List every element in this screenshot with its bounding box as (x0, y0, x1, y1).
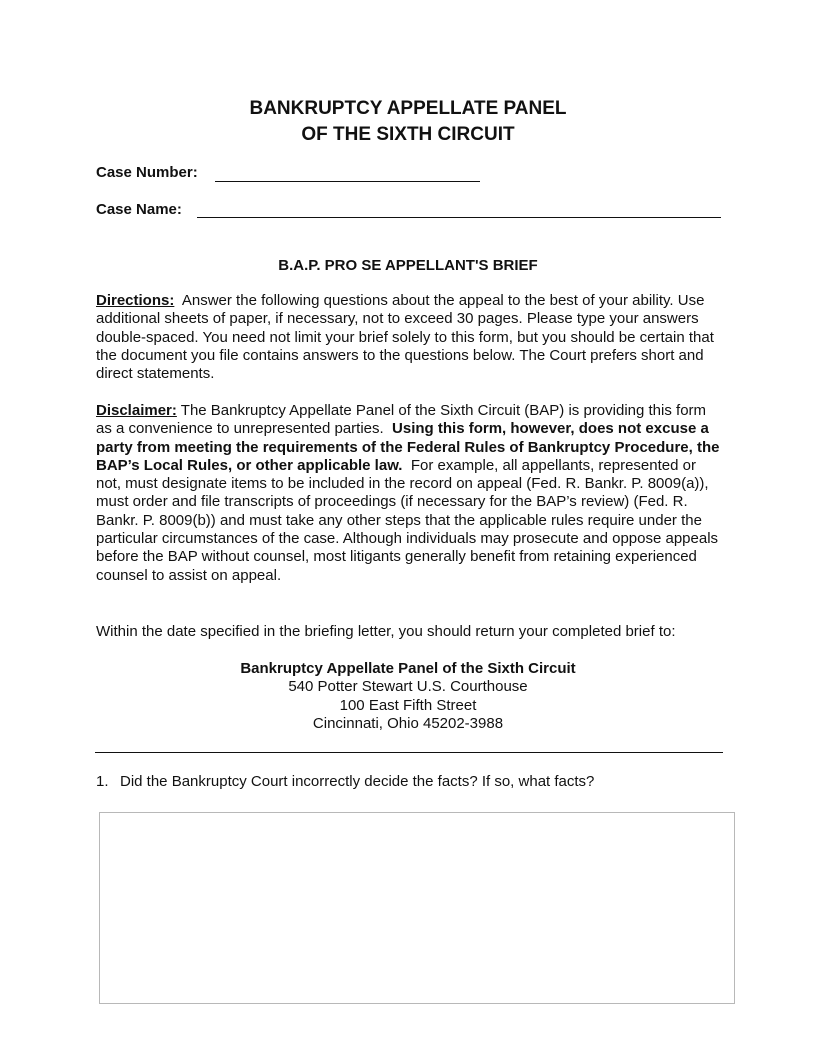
address-line-2: 100 East Fifth Street (339, 696, 477, 714)
panel-title-line-1: BANKRUPTCY APPELLATE PANEL (249, 98, 567, 119)
disclaimer-label: Disclaimer: (96, 402, 177, 419)
disclaimer-text-2: For example, all appellants, represented or not, must designate items to be included in the record on appeal (Fed. R. Bankr. P. 8009(a)), must order and file transcripts of proceedings (if necessary for the BAP’s review) (Fed. R. Bankr. P. 8009(b)) and must take any other steps that the applicable rules require under the particular circumstances of the case. Although individuals may prosecute and oppose appeals before the BAP without counsel, most litigants generally benefit from retaining experienced counsel to assist on appeal. (96, 456, 719, 584)
case-number-label: Case Number: (96, 164, 198, 181)
question-1-number: 1. (96, 773, 109, 790)
case-number-field[interactable] (215, 181, 480, 182)
directions-label: Directions: (96, 292, 175, 309)
form-title: B.A.P. PRO SE APPELLANT'S BRIEF (278, 257, 538, 274)
question-1-text: Did the Bankruptcy Court incorrectly decide the facts? If so, what facts? (120, 773, 595, 790)
address-line-1: 540 Potter Stewart U.S. Courthouse (288, 678, 528, 696)
directions-text: Answer the following questions about the appeal to the best of your ability. Use additional sheets of paper, if necessary, not to exceed 30 pages. Please type your answers double-spaced. You need not limit your brief solely to this form, but you should be certain that the document you file contains answers to the questions below. The Court prefers short and direct statements. (96, 292, 714, 383)
section-divider (95, 752, 723, 753)
disclaimer-paragraph (96, 402, 722, 585)
court-name: Bankruptcy Appellate Panel of the Sixth Circuit (240, 660, 576, 677)
court-address (0, 660, 816, 733)
question-1-answer-box[interactable] (99, 812, 735, 1004)
disclaimer-text-1: The Bankruptcy Appellate Panel of the Sixth Circuit (BAP) is providing this form as a convenience to unrepresented parties. (96, 402, 707, 438)
case-name-label: Case Name: (96, 201, 182, 218)
return-instruction: Within the date specified in the briefing letter, you should return your completed brief to: (96, 623, 676, 640)
panel-title-line-2: OF THE SIXTH CIRCUIT (301, 124, 515, 145)
disclaimer-bold-text: Using this form, however, does not excuse a party from meeting the requirements of the Federal Rules of Bankruptcy Procedure, the BAP’s Local Rules, or other applicable law. (96, 420, 720, 474)
address-line-3: Cincinnati, Ohio 45202-3988 (312, 714, 504, 732)
question-1 (96, 773, 594, 791)
case-name-field[interactable] (197, 217, 721, 218)
directions-paragraph (96, 292, 722, 383)
